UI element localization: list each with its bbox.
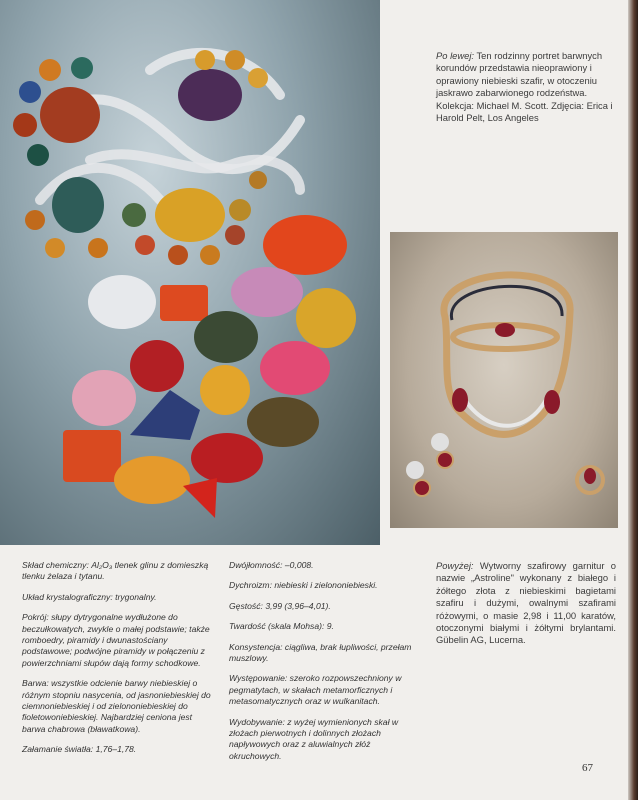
caption-bottom bbox=[436, 560, 616, 647]
property-item bbox=[22, 592, 217, 603]
property-item bbox=[22, 612, 217, 669]
necklace-photo bbox=[390, 232, 618, 528]
property-item bbox=[229, 580, 419, 591]
property-value: 3,99 (3,96–4,01). bbox=[265, 600, 331, 611]
properties-column-1 bbox=[22, 560, 217, 765]
property-item bbox=[22, 678, 217, 735]
property-key: Dychroizm: bbox=[229, 580, 272, 591]
property-item bbox=[229, 673, 419, 707]
property-value: 9. bbox=[326, 621, 334, 632]
property-key: Pokrój: bbox=[22, 612, 49, 623]
property-item bbox=[229, 560, 419, 571]
property-item bbox=[229, 642, 419, 665]
property-item bbox=[229, 717, 419, 763]
property-value: niebieski i zielononiebieski. bbox=[274, 580, 378, 591]
property-value: z wyżej wymienionych skał w złożach pierwotnych i dolinnych złożach napływowych oraz z aluwialnych złóż okruchowych. bbox=[229, 716, 399, 761]
property-value: Al₂O₃ tlenek glinu z domieszką tlenku żelaza i tytanu. bbox=[22, 560, 209, 582]
book-spine bbox=[628, 0, 638, 800]
property-key: Gęstość: bbox=[229, 600, 263, 611]
property-key: Skład chemiczny: bbox=[22, 560, 89, 570]
property-value: szeroko rozpowszechniony w pegmatytach, w skałach metamorficznych i metasomatycznych oraz w wulkanitach. bbox=[229, 673, 402, 707]
property-value: trygonalny. bbox=[115, 591, 157, 602]
property-key: Układ krystalograficzny: bbox=[22, 591, 113, 602]
property-key: Twardość (skala Mohsa): bbox=[229, 621, 325, 632]
property-item bbox=[22, 744, 217, 755]
caption-top-label: Po lewej: bbox=[436, 50, 475, 61]
caption-bottom-text: Wytworny szafirowy garnitur o nazwie „Astroline" wykonany z białego i żółtego złota z niebieskimi bagietami szafiru i dużymi, owalnymi szafirami różowymi, o masie 2,98 i 11,00 karatów, otoczonymi białymi i żółtymi brylantami. Gübelin AG, Lucerna. bbox=[436, 560, 617, 646]
caption-top-text: Ten rodzinny portret barwnych korundów przedstawia nieoprawiony i oprawiony niebieski szafir, w otoczeniu jaskrawo zabarwionego rodzeństwa. Kolekcja: Michael M. Scott. Zdjęcia: Erica i Harold Pelt, Los Angeles bbox=[436, 50, 613, 124]
page-number: 67 bbox=[582, 762, 593, 774]
property-key: Barwa: bbox=[22, 678, 49, 689]
property-item bbox=[229, 621, 419, 632]
property-key: Wydobywanie: bbox=[229, 716, 285, 727]
property-value: słupy dytrygonalne wydłużone do beczułkowatych, zwykle o małej podstawie; także romboedry, piramidy i dwunastościany podstawowe; podwójne piramidy w połączeniu z powierzchniami słupów dają formy schodkowe. bbox=[22, 612, 210, 668]
property-item bbox=[22, 560, 217, 583]
property-key: Występowanie: bbox=[229, 673, 288, 684]
properties-column-2 bbox=[229, 560, 419, 771]
property-key: Załamanie światła: bbox=[22, 744, 94, 755]
property-item bbox=[229, 601, 419, 612]
property-key: Dwójłomność: bbox=[229, 560, 283, 570]
property-value: ciągliwa, brak łupliwości, przełam muszlowy. bbox=[229, 641, 412, 664]
property-key: Konsystencja: bbox=[229, 641, 283, 652]
caption-bottom-label: Powyżej: bbox=[436, 560, 474, 571]
property-value: –0,008. bbox=[284, 560, 314, 570]
gemstones-photo bbox=[0, 0, 380, 545]
caption-top bbox=[436, 50, 616, 124]
property-value: wszystkie odcienie barwy niebieskiej o różnym stopniu nasycenia, od jasnoniebieskiej do ciemnoniebieskiej i od zielononiebieskiej do fioletowoniebieskiej. Najbardziej ceniona jest barwa chabrowa (bławatkowa). bbox=[22, 678, 211, 734]
property-value: 1,76–1,78. bbox=[95, 744, 137, 755]
